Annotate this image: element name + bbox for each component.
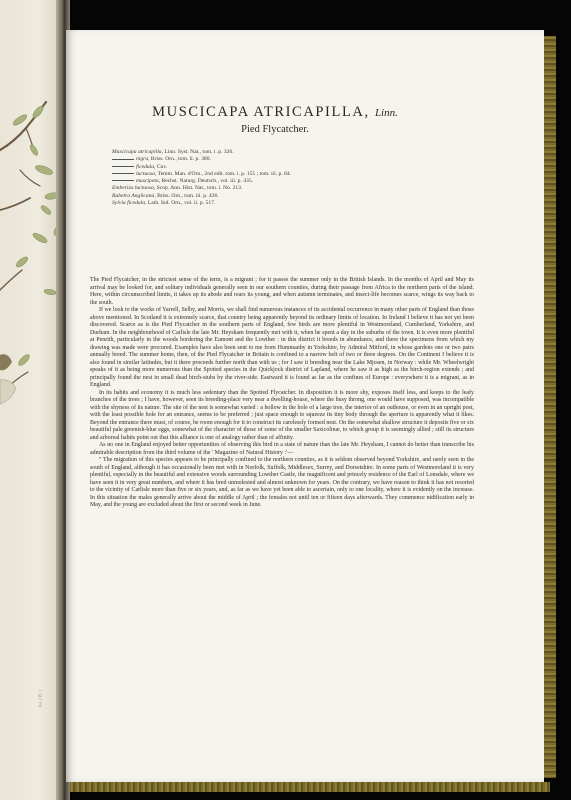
ditto-rule	[112, 159, 134, 160]
synonymy-list	[112, 149, 452, 207]
bird-illustration-fragment	[0, 0, 64, 800]
gilt-page-edge-right	[544, 36, 556, 778]
gilt-page-edge-bottom	[70, 782, 550, 792]
synonym-reference: , Cuv.	[154, 163, 168, 170]
synonym-reference: , Linn. Syst. Nat., tom. i. p. 326.	[161, 149, 234, 155]
species-authority: Linn.	[374, 107, 398, 119]
synonym-name: nigra	[136, 156, 149, 163]
synonym-entry	[112, 185, 452, 192]
synonym-name: Sylvia ficedula	[112, 200, 146, 207]
ditto-rule	[112, 166, 134, 167]
common-name: Pied Flycatcher.	[241, 124, 309, 135]
synonym-name: ficedula	[136, 163, 155, 170]
species-title	[80, 104, 470, 121]
synonym-entry	[112, 156, 452, 163]
ditto-rule	[112, 180, 134, 181]
synonym-name: luctuosa	[136, 170, 155, 177]
synonym-name: muscipeta	[136, 178, 159, 185]
synonym-name: Rubetra Anglicana	[112, 192, 155, 199]
paragraph: As no one in England enjoyed better opportunities of observing this bird in a state of nature than the late Mr. Heysham, I cannot do better than transcribe his admirable description from the third volume of the ' Magazine of Natural History :'—	[90, 442, 474, 456]
left-plate-page	[0, 0, 64, 800]
body-text	[90, 277, 474, 510]
synonym-reference: , Temm. Man. d'Orn., 2nd edit. tom. i. p. 155 ; tom. iii. p. 84.	[154, 170, 292, 177]
synonym-name: Muscicapa atricapilla	[112, 149, 162, 155]
quoted-paragraph: " The migration of this species appears to be principally confined to the northern counties, as it is seldom observed beyond Yorkshire, and rarely seen in the south of England, although it has occasionally been met with in Norfolk, Suffolk, Middlesex, Surrey, and Dorsetshire. In some parts of Westmoreland it is very plentiful, especially in the beautiful and extensive woods surrounding Lowther Castle, the magnificent and princely residence of the Earl of Lonsdale, where we have seen it in very great numbers, and where it has bred unmolested and almost unknown for years. On the contrary, we have reason to think it has not resorted to the vicinity of Carlisle more than five or six years, and, as far as we have yet been able to ascertain, only to one locality, where it is evidently on the increase. In this situation the males generally arrive about the middle of April ; the females not until ten or fifteen days afterwards. They commence nidification early in May, and the young are excluded about the first or second week in June.	[90, 457, 474, 508]
synonym-reference: , Scop. Ann. Hist. Nat., tom. i. No. 213.	[153, 185, 243, 192]
synonym-reference: , Bechst. Naturg. Deutsch., vol. iii. p. 435.	[158, 178, 254, 185]
species-name: MUSCICAPA ATRICAPILLA,	[152, 104, 370, 120]
synonym-reference: , Briss. Orn., tom. iii. p. 436.	[154, 192, 219, 199]
synonym-entry	[112, 200, 452, 207]
paragraph: The Pied Flycatcher, in the strictest sense of the term, is a migrant ; for it passes the summer only in the British Islands. In the months of April and May its arrival may be looked for, and solitary individuals generally seen in our southern counties, during their passage from Africa to the northern parts of the island. Here, within circumscribed limits, it takes up its abode and rears its young, and when autumn terminates, and insect-life becomes scarce, wings its way back to the south.	[90, 277, 474, 306]
synonym-reference: , Briss. Orn., tom. ii. p. 380.	[148, 156, 211, 163]
synonym-entry	[112, 171, 452, 178]
margin-pencil-note: Vol. 2 Pl. 1	[37, 689, 43, 708]
paragraph: In its habits and economy it is much less sedentary than the Spotted Flycatcher. In disposition it is more shy, exposes itself less, and keeps to the leafy branches of the trees ; I have, however, seen its breeding-place very near a dwelling-house, where the busy throng, one would have supposed, was incompatible with the shyness of its nature. The site of the nest is somewhat varied : a hollow in the hole of a large tree, the interior of an outhouse, or even in an upright post, with the least possible hole for an entrance, seems to be preferred ; just space enough to squeeze its tiny body through the aperture is apparently what it likes. Beyond the entrance there must, of course, be room enough for it to construct its carelessly formed nest. On the somewhat shallow structure it deposits five or six beautiful pale greenish-blue eggs, somewhat of the character of those of some of the smaller Saxicolinæ, to which group it is seemingly allied ; still its structure and arboreal habits point out that this alliance is one of analogy rather than of affinity.	[90, 389, 474, 441]
paragraph: If we look to the works of Yarrell, Selby, and Morris, we shall find numerous instances of its accidental occurrence in many other parts of England than those above mentioned. In Scotland it is extremely scarce, that country being apparently beyond its ordinary limits of location. In Ireland I believe it has not yet been discovered. Scarce as is the Pied Flycatcher in the southern parts of England, few birds are more plentiful in Westmoreland, Cumberland, Yorkshire, and Durham. In the neighbourhood of Carlisle the late Mr. Heysham frequently met with it, when he spent a day in the suburbs of the town. It is even more plentiful at Penrith, particularly in the woods bordering the Eamont and the Lowther : in this district it breeds in abundance, and there the specimens from which my drawing was made were procured. Examples have also been sent to me from Hummanby in Yorkshire, by Admiral Mitford, in whose gardens one or two pairs annually breed. The summer home, then, of the Pied Flycatcher in Britain is confined to a narrow belt of two or three degrees. On the Continent I believe it is also found in similar latitudes, but it there proceeds further north than with us ; for I saw it breeding near the Lake Mjosen, in Norway : while Mr. Wheelwright speaks of it as being more numerous than the Spotted species in the Quickjock district of Lapland, where he saw it as high as the birch-region extends ; and principally found the nest in small dead birch-stubs by the river-side. Eastward it is found as far as the confines of Europe : everywhere it is a migrant, as in England.	[90, 307, 474, 388]
synonym-entry	[112, 178, 452, 185]
synonym-reference: , Lath. Ind. Orn., vol. ii. p. 517.	[145, 200, 216, 207]
synonym-entry	[112, 164, 452, 171]
ditto-rule	[112, 173, 134, 174]
synonym-entry	[112, 149, 452, 156]
synonym-entry	[112, 193, 452, 200]
synonym-name: Emberiza luctuosa	[112, 185, 154, 192]
